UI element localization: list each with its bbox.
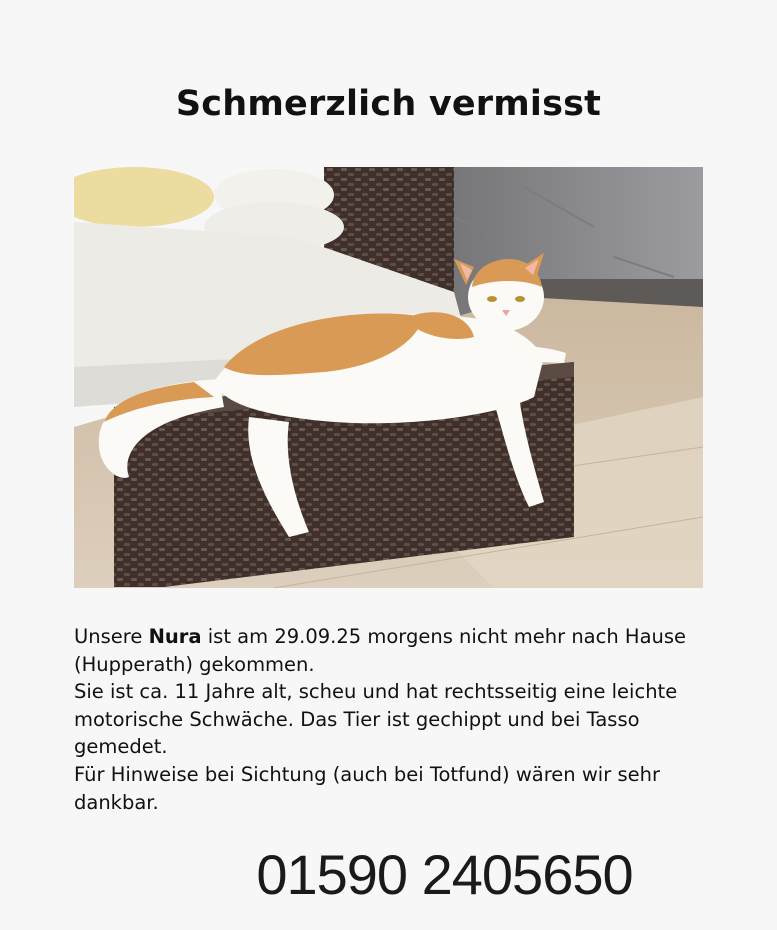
- description: [74, 623, 714, 816]
- cat-photo: [74, 167, 703, 588]
- phone-number: 01590 2405650: [256, 843, 633, 906]
- cat-name: Nura: [148, 625, 202, 648]
- paragraph-2: Sie ist ca. 11 Jahre alt, scheu und hat rechtsseitig eine leichte motorische Schwäche. Das Tier ist gechippt und bei Tasso gemedet.: [74, 680, 678, 759]
- paragraph-3: Für Hinweise bei Sichtung (auch bei Totfund) wären wir sehr dankbar.: [74, 762, 660, 814]
- paragraph-1: Unsere Nura ist am 29.09.25 morgens nicht mehr nach Hause (Hupperath) gekommen.: [74, 625, 687, 676]
- poster-title: Schmerzlich vermisst: [175, 84, 602, 124]
- yellow-pillow: [74, 167, 214, 227]
